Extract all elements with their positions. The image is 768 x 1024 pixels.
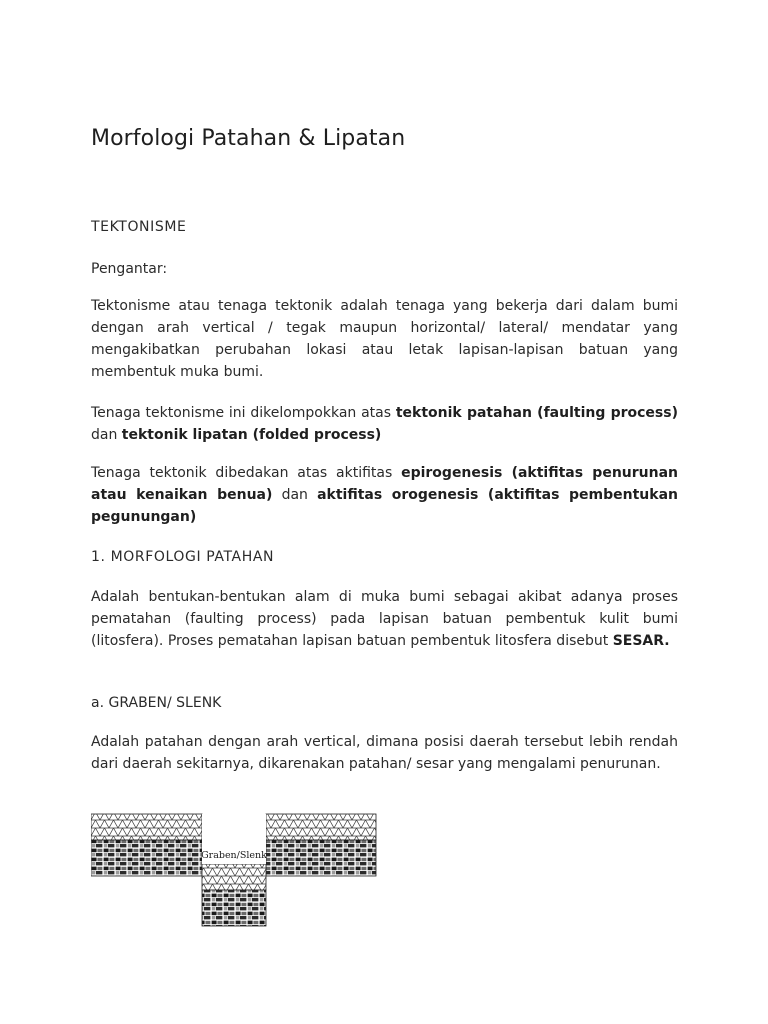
right-block-top-layer bbox=[266, 814, 376, 840]
paragraph-2-bold-2: tektonik lipatan (folded process) bbox=[121, 427, 382, 443]
intro-heading: Pengantar: bbox=[91, 261, 168, 277]
paragraph-3-bold-2: aktifitas orogenesis (aktifitas pembentukan pegunungan) bbox=[91, 487, 678, 525]
heading-morfologi-patahan: 1. MORFOLOGI PATAHAN bbox=[91, 549, 275, 565]
paragraph-4-text: Adalah bentukan-bentukan alam di muka bumi sebagai akibat adanya proses pematahan (faulting process) pada lapisan batuan pembentuk kulit bumi (litosfera). Proses pematahan lapisan batuan pembentuk litosfera disebut bbox=[91, 589, 678, 649]
middle-block-top-layer bbox=[202, 864, 266, 890]
section-heading: TEKTONISME bbox=[91, 219, 187, 235]
paragraph-3-text-2: dan bbox=[272, 487, 318, 503]
middle-block-bottom-layer bbox=[202, 890, 266, 926]
figure-label: Graben/Slenk bbox=[201, 850, 267, 861]
right-block-bottom-layer bbox=[266, 840, 376, 876]
paragraph-2-text: Tenaga tektonisme ini dikelompokkan atas bbox=[91, 405, 396, 421]
paragraph-3-bold-1: epirogenesis (aktifitas penurunan atau kenaikan benua) bbox=[91, 465, 678, 503]
heading-graben-slenk: a. GRABEN/ SLENK bbox=[91, 695, 222, 711]
paragraph-4-bold: SESAR. bbox=[612, 633, 670, 649]
paragraph-2 bbox=[91, 402, 678, 446]
paragraph-3-text: Tenaga tektonik dibedakan atas aktifitas bbox=[91, 465, 402, 481]
paragraph-4 bbox=[91, 586, 678, 652]
document-title: Morfologi Patahan & Lipatan bbox=[91, 126, 406, 151]
paragraph-2-text-2: dan bbox=[91, 427, 122, 443]
paragraph-3 bbox=[91, 462, 678, 528]
paragraph-1: Tektonisme atau tenaga tektonik adalah tenaga yang bekerja dari dalam bumi dengan arah vertical / tegak maupun horizontal/ lateral/ mendatar yang mengakibatkan perubahan lokasi atau letak lapisan-lapisan batuan yang membentuk muka bumi. bbox=[91, 298, 678, 380]
paragraph-5: Adalah patahan dengan arah vertical, dimana posisi daerah tersebut lebih rendah dari daerah sekitarnya, dikarenakan patahan/ sesar yang mengalami penurunan. bbox=[91, 734, 678, 772]
left-block-bottom-layer bbox=[91, 840, 202, 876]
graben-diagram bbox=[91, 812, 377, 928]
paragraph-2-bold-1: tektonik patahan (faulting process) bbox=[395, 405, 678, 421]
left-block-top-layer bbox=[91, 814, 202, 840]
